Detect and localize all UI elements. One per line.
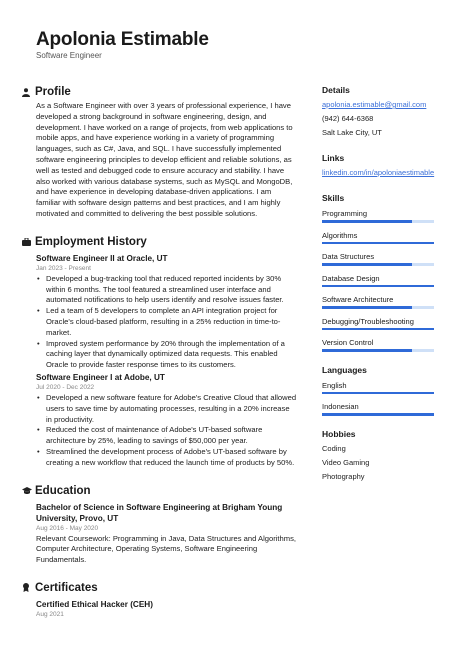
certificate-icon [22, 583, 35, 592]
skill-item [322, 272, 442, 288]
skill-name: Debugging/Troubleshooting [322, 316, 414, 326]
hobbies-section [322, 428, 442, 484]
skill-name: Version Control [322, 338, 374, 347]
certificate-name: Certified Ethical Hacker (CEH) [36, 599, 153, 609]
skill-level-fill [322, 285, 434, 288]
certificates-heading [22, 580, 297, 596]
skill-level-bar [322, 263, 434, 266]
job-entry [22, 253, 297, 371]
hobby-item: Coding [322, 443, 346, 453]
skill-level-bar [322, 285, 434, 288]
certificate-date: Aug 2021 [36, 610, 64, 618]
profile-section [22, 84, 297, 220]
language-item [322, 379, 442, 395]
skill-name: Algorithms [322, 230, 358, 240]
sidebar [322, 84, 442, 484]
skill-item [322, 250, 442, 266]
links-title: Links [322, 153, 345, 163]
job-date: Jan 2023 - Present [36, 264, 91, 272]
job-bullets [22, 393, 297, 469]
job-bullet: • Developed a new software feature for Adobe's Creative Cloud that allowed users to save time by automating processes, resulting in a 20% increase in productivity. [36, 393, 297, 425]
job-title: Software Engineer II at Oracle, UT [36, 253, 168, 263]
hobbies-title: Hobbies [322, 428, 356, 439]
skill-item [322, 293, 442, 309]
language-level-fill [322, 392, 434, 395]
job-title: Software Engineer I at Adobe, UT [36, 372, 165, 382]
skill-level-bar [322, 242, 434, 245]
certificates-section [22, 580, 297, 620]
skill-level-bar [322, 306, 434, 309]
language-level-bar [322, 392, 434, 395]
education-section [22, 483, 297, 566]
job-date: Jul 2020 - Dec 2022 [36, 383, 95, 391]
resume-header [36, 30, 209, 60]
candidate-name: Apolonia Estimable [36, 29, 209, 50]
language-level-bar [322, 413, 434, 416]
main-column [22, 84, 297, 620]
language-name: English [322, 380, 347, 390]
skill-item [322, 229, 442, 245]
skill-level-bar [322, 328, 434, 331]
skill-level-fill [322, 263, 412, 266]
language-name: Indonesian [322, 402, 359, 411]
language-item [322, 400, 442, 416]
links-section [322, 152, 442, 180]
graduation-cap-icon [22, 487, 35, 495]
employment-title: Employment History [35, 235, 147, 248]
profile-title: Profile [35, 86, 71, 98]
details-title: Details [322, 85, 350, 95]
linkedin-link[interactable]: linkedin.com/in/apoloniaestimable [322, 168, 435, 177]
skill-name: Software Architecture [322, 295, 394, 304]
job-bullet: • Developed a bug-tracking tool that reduced reported incidents by 30% within 6 months. The tool featured a streamlined user interface and automated notifications to help users identify and resolve issues faster. [36, 274, 297, 306]
job-bullet: • Reduced the cost of maintenance of Adobe's UT-based software architecture by 25%, leading to savings of $50,000 per year. [36, 425, 297, 447]
skill-level-fill [322, 349, 412, 352]
skill-name: Programming [322, 209, 368, 218]
person-icon [22, 88, 35, 97]
details-section [322, 84, 442, 140]
hobby-item: Photography [322, 471, 365, 481]
skill-level-fill [322, 242, 434, 245]
education-title: Education [35, 484, 91, 497]
languages-list [322, 379, 442, 416]
job-bullets [22, 274, 297, 371]
skill-level-fill [322, 328, 434, 331]
job-bullet: • Streamlined the development process of Adobe's UT-based software by creating a new workflow that reduced the launch time of products by 50%. [36, 447, 297, 469]
hobby-item: Video Gaming [322, 457, 370, 467]
briefcase-icon [22, 238, 35, 246]
job-entry [22, 372, 297, 469]
job-bullet: • Improved system performance by 20% through the implementation of a caching layer that dynamically optimized data requests. This enabled Oracle to provide faster response times to its customers. [36, 339, 297, 371]
skill-name: Data Structures [322, 252, 375, 261]
skill-level-fill [322, 306, 412, 309]
skill-level-bar [322, 349, 434, 352]
education-date: Aug 2016 - May 2020 [36, 524, 99, 532]
profile-text: As a Software Engineer with over 3 years of professional experience, I have developed a strong background in software engineering, design, and development. I have worked on a range of projects, from web applications to mobile apps, and have experience working in a variety of programming languages, such as C#, Java, and SQL. I have successfully implemented software engineering principles to develop efficient and reliable solutions, as well as tested and debugged code to ensure accuracy and stability. I have also worked with various database systems, such as MySQL and MongoDB, and have experience in developing database-driven applications. I am familiar with software design patterns and best practices, and I am highly motivated and committed to delivering the best possible solutions. [36, 101, 293, 218]
candidate-role: Software Engineer [36, 51, 102, 60]
degree-title: Bachelor of Science in Software Engineering at Brigham Young University, Provo, UT [36, 502, 283, 523]
email-link[interactable]: apolonia.estimable@gmail.com [322, 100, 427, 109]
employment-section [22, 234, 297, 469]
language-level-fill [322, 413, 434, 416]
education-heading [22, 483, 297, 499]
employment-heading [22, 234, 297, 250]
skill-level-bar [322, 220, 434, 223]
job-bullet: • Led a team of 5 developers to complete an API integration project for Oracle's cloud-based platform, resulting in a 25% reduction in time-to-market. [36, 306, 297, 338]
skill-item [322, 336, 442, 352]
location: Salt Lake City, UT [322, 128, 382, 137]
skill-item [322, 315, 442, 331]
skills-title: Skills [322, 193, 345, 203]
skills-section [322, 192, 442, 352]
skill-level-fill [322, 220, 412, 223]
languages-section [322, 364, 442, 416]
certificates-title: Certificates [35, 581, 98, 594]
profile-heading [22, 84, 297, 100]
skill-item [322, 207, 442, 223]
education-text: Relevant Coursework: Programming in Java, Data Structures and Algorithms, Computer Architecture, Operating Systems, Software Engineering Fundamentals. [36, 533, 296, 565]
phone-number: (942) 644-6368 [322, 114, 374, 123]
skills-list [322, 207, 442, 352]
languages-title: Languages [322, 364, 367, 375]
skill-name: Database Design [322, 273, 380, 283]
